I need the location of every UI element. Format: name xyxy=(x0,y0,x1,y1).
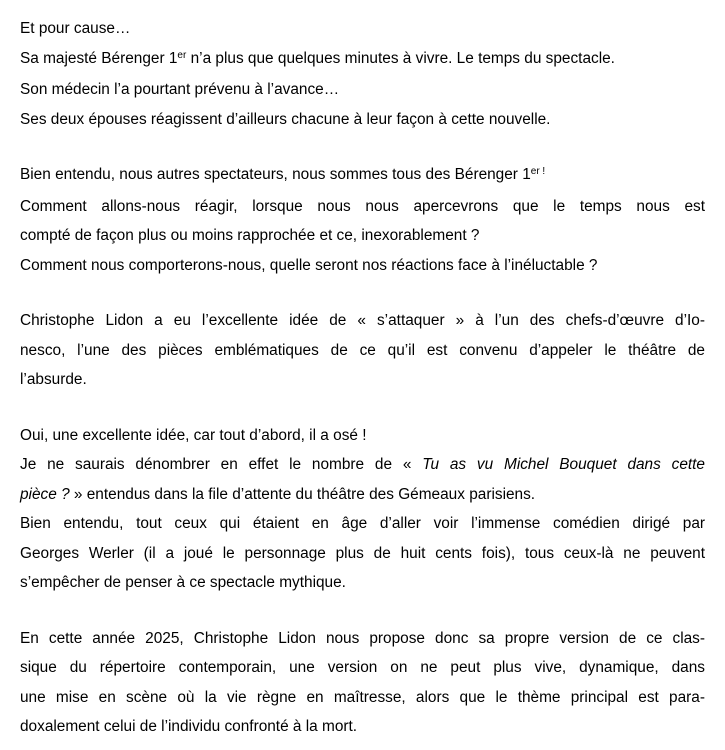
text-segment: Son médecin l’a pourtant prévenu à l’avance… xyxy=(20,81,340,98)
text-line xyxy=(20,421,705,451)
text-line xyxy=(20,336,705,366)
text-segment: Bien entendu, nous autres spectateurs, nous sommes tous des Bérenger 1 xyxy=(20,166,531,183)
text-line xyxy=(20,14,705,44)
text-segment: » entendus dans la file d’attente du théâtre des Gémeaux parisiens. xyxy=(69,485,536,503)
text-segment: doxalement celui de l’individu confronté à la mort. xyxy=(20,718,358,735)
superscript-text: er xyxy=(177,49,187,61)
text-line xyxy=(20,712,705,742)
text-line xyxy=(20,450,705,480)
text-line xyxy=(20,683,705,713)
text-line xyxy=(20,539,705,569)
text-line xyxy=(20,44,705,76)
text-segment: Georges Werler (il a joué le personnage plus de huit cents fois), tous ceux-là ne peuvent xyxy=(20,544,705,562)
text-segment: Comment nous comporterons-nous, quelle seront nos réactions face à l’inéluctable ? xyxy=(20,256,598,274)
text-segment: n’a plus que quelques minutes à vivre. Le temps du spectacle. xyxy=(186,49,615,67)
text-line xyxy=(20,221,705,251)
italic-text: pièce ? xyxy=(20,485,70,503)
text-segment: En cette année 2025, Christophe Lidon nous propose donc sa propre version de ce clas- xyxy=(20,629,705,647)
text-line xyxy=(20,480,705,510)
paragraph-3 xyxy=(20,306,705,395)
text-segment: sique du répertoire contemporain, une version on ne peut plus vive, dynamique, dans xyxy=(20,659,705,676)
text-segment: Ses deux épouses réagissent d’ailleurs chacune à leur façon à cette nouvelle. xyxy=(20,110,551,128)
text-line xyxy=(20,653,705,683)
text-line xyxy=(20,192,705,222)
paragraph-5 xyxy=(20,624,705,742)
text-segment: Comment allons-nous réagir, lorsque nous nous apercevrons que le temps nous est xyxy=(20,197,705,215)
text-segment: nesco, l’une des pièces emblématiques de ce qu’il est convenu d’appeler le théâtre de xyxy=(20,341,705,359)
text-segment: Et pour cause… xyxy=(20,20,131,37)
paragraph-4 xyxy=(20,421,705,598)
superscript-text: er ! xyxy=(530,166,546,177)
text-segment: Oui, une excellente idée, car tout d’abord, il a osé ! xyxy=(20,426,367,444)
text-segment: Sa majesté Bérenger 1 xyxy=(20,49,178,67)
paragraph-1 xyxy=(20,14,705,134)
text-segment: Je ne saurais dénombrer en effet le nombre de « xyxy=(20,456,423,473)
text-line xyxy=(20,251,705,281)
text-line xyxy=(20,624,705,654)
paragraph-2 xyxy=(20,160,705,280)
text-line xyxy=(20,105,705,135)
text-segment: une mise en scène où la vie règne en maîtresse, alors que le thème principal est para- xyxy=(20,688,705,706)
text-line xyxy=(20,306,705,336)
text-line xyxy=(20,509,705,539)
text-line xyxy=(20,365,705,395)
text-segment: compté de façon plus ou moins rapprochée et ce, inexorablement ? xyxy=(20,227,480,244)
italic-text: Tu as vu Michel Bouquet dans cette xyxy=(422,456,705,473)
text-segment: Christophe Lidon a eu l’excellente idée de « s’attaquer » à l’un des chefs-d’œuvre d’Io- xyxy=(20,312,705,329)
text-line xyxy=(20,160,705,192)
text-line xyxy=(20,568,705,598)
text-segment: s’empêcher de penser à ce spectacle mythique. xyxy=(20,574,346,591)
text-segment: Bien entendu, tout ceux qui étaient en âge d’aller voir l’immense comédien dirigé par xyxy=(20,515,705,532)
text-segment: l’absurde. xyxy=(20,371,87,388)
text-line xyxy=(20,75,705,105)
